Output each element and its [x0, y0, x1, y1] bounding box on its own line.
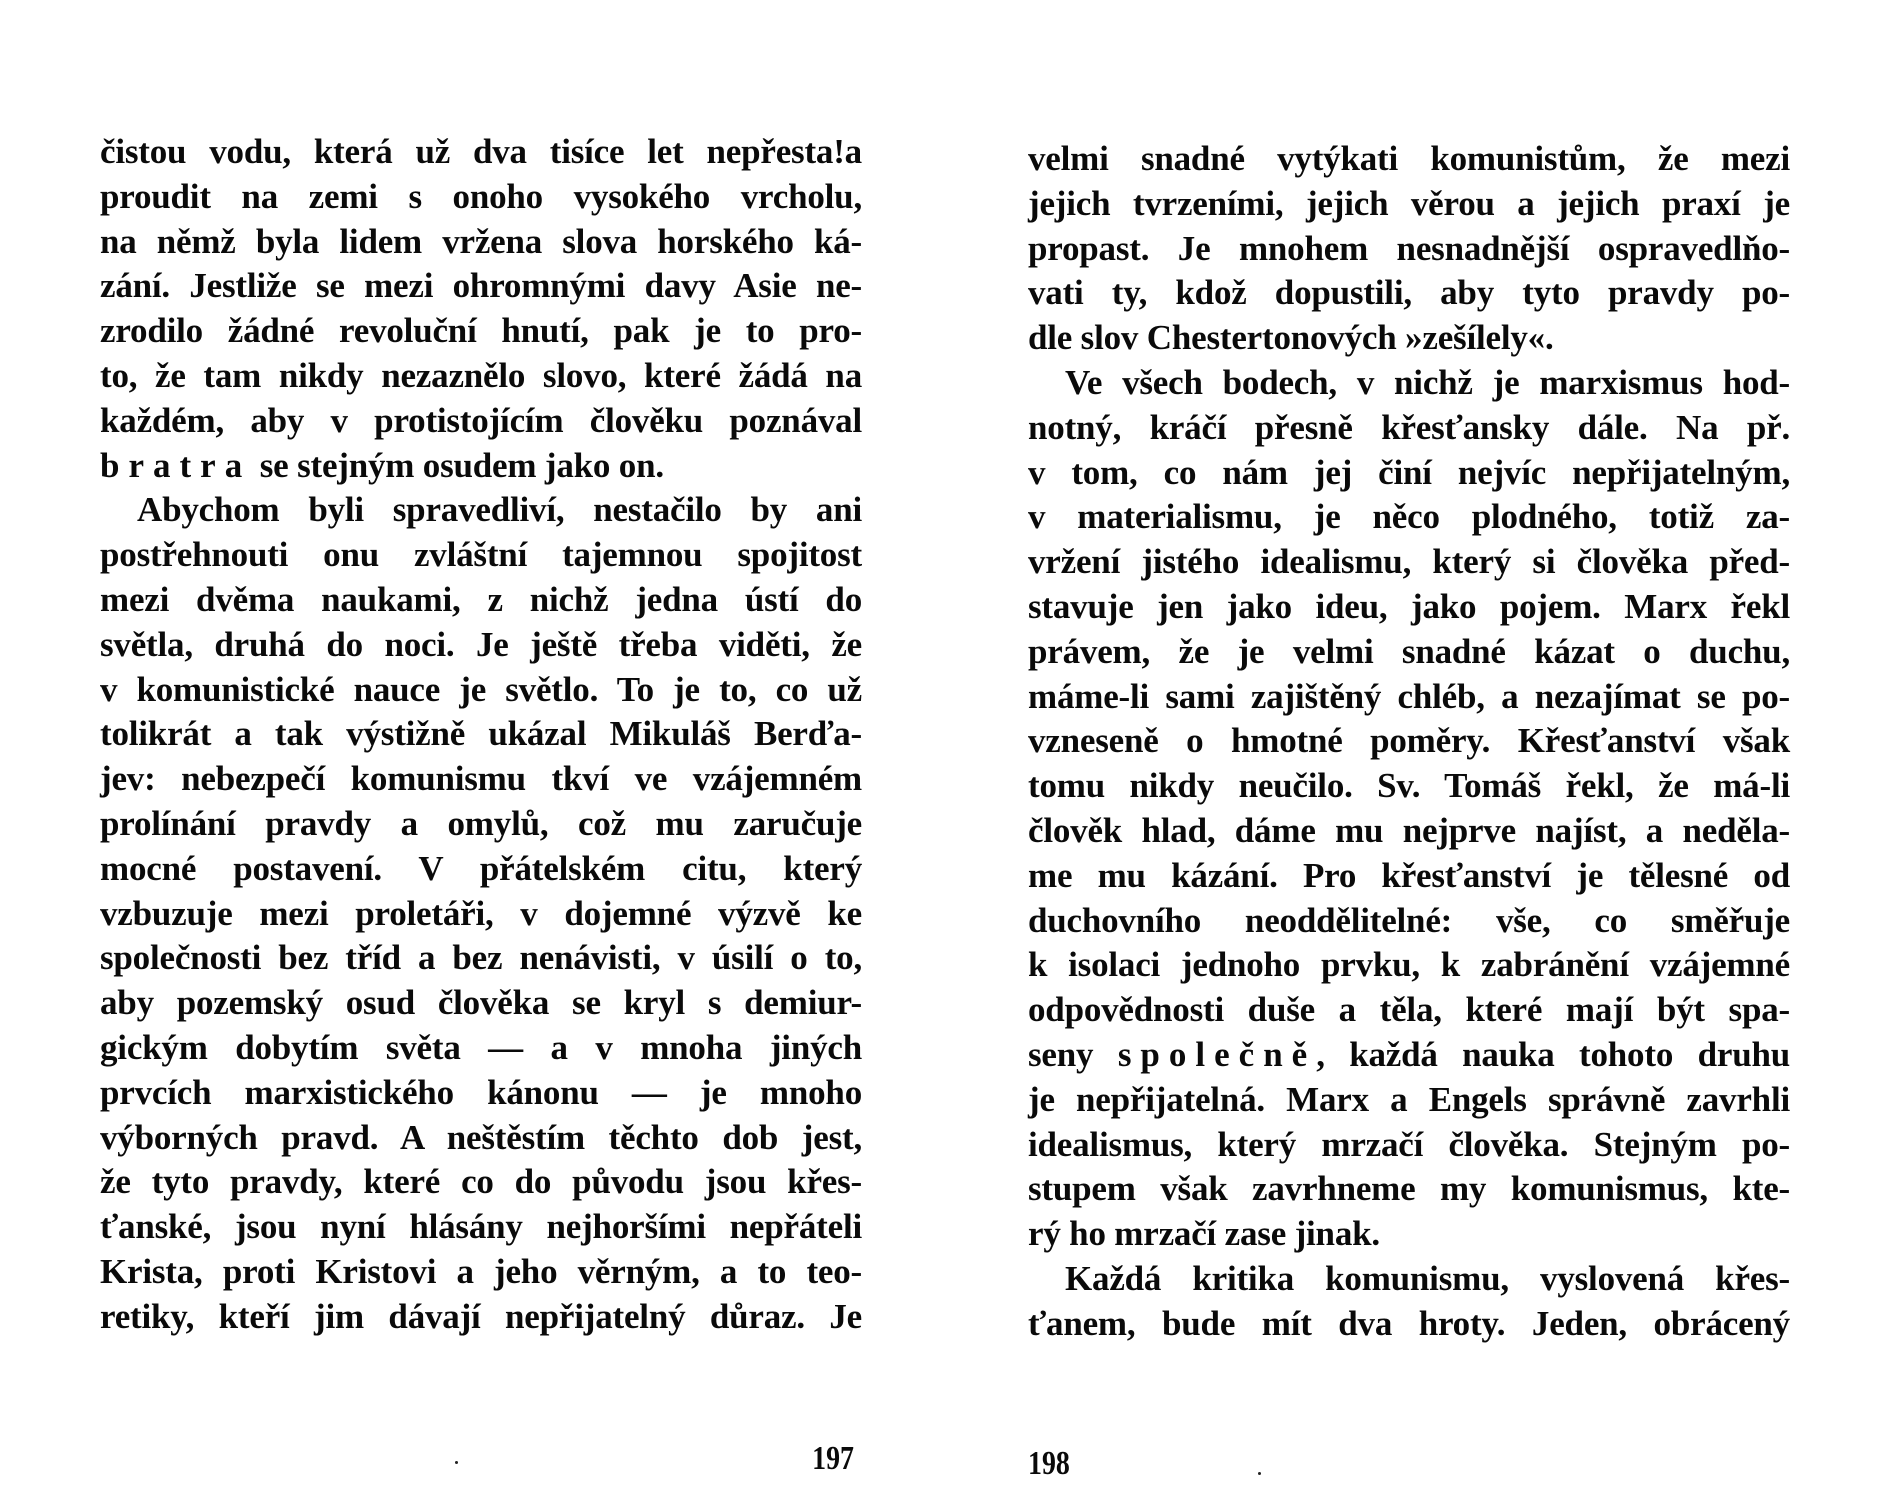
text-line: retiky, kteří jim dávají nepřijatelný důraz. Je [100, 1296, 862, 1336]
text-line: to, že tam nikdy nezaznělo slovo, které žádá na [100, 355, 862, 395]
text-line: Ve všech bodech, v nichž je marxismus hod- [1065, 362, 1790, 402]
left-page-text [100, 130, 862, 1340]
text-line: zání. Jestliže se mezi ohromnými davy Asie ne- [100, 266, 862, 306]
text-fragment: se stejným osudem jako on. [259, 445, 664, 485]
text-line: světla, druhá do noci. Je ještě třeba viděti, že [100, 624, 862, 664]
text-line: vzbuzuje mezi proletáři, v dojemné výzvě ke [100, 893, 862, 933]
text-line: na němž byla lidem vržena slova horského ká- [100, 221, 862, 261]
text-line: je nepřijatelná. Marx a Engels správně zavrhli [1028, 1079, 1790, 1119]
print-speck [455, 1461, 458, 1464]
text-line: mocné postavení. V přátelském citu, který [100, 848, 862, 888]
text-line: výborných pravd. A neštěstím těchto dob jest, [100, 1117, 862, 1157]
text-line: aby pozemský osud člověka se kryl s demiur- [100, 983, 862, 1023]
text-line: jejich tvrzeními, jejich věrou a jejich praxí je [1028, 183, 1790, 223]
text-line: společnosti bez tříd a bez nenávisti, v úsilí o to, [100, 938, 862, 978]
text-line: idealismus, který mrzačí člověka. Stejným po- [1028, 1124, 1790, 1164]
text-line: že tyto pravdy, které co do původu jsou křes- [100, 1162, 862, 1202]
emphasized-word: společně [1117, 1034, 1317, 1074]
text-line: právem, že je velmi snadné kázat o duchu, [1028, 631, 1790, 671]
text-line: mezi dvěma naukami, z nichž jedna ústí do [100, 579, 862, 619]
text-line [100, 444, 862, 489]
text-line: gickým dobytím světa — a v mnoha jiných [100, 1027, 862, 1067]
page-number: 198 [1028, 1445, 1070, 1482]
text-fragment: , každá nauka tohoto druhu [1316, 1034, 1790, 1074]
text-line: člověk hlad, dáme mu nejprve najíst, a neděla- [1028, 810, 1790, 850]
text-line: odpovědnosti duše a těla, které mají být spa- [1028, 990, 1790, 1030]
right-page [949, 0, 1898, 1500]
text-line: tomu nikdy neučilo. Sv. Tomáš řekl, že má-li [1028, 766, 1790, 806]
text-line: vzneseně o hmotné poměry. Křesťanství však [1028, 721, 1790, 761]
text-line: stupem však zavrhneme my komunismus, kte- [1028, 1169, 1790, 1209]
text-line: velmi snadné vytýkati komunistům, že mezi [1028, 139, 1790, 178]
text-line: v komunistické nauce je světlo. To je to, co už [100, 669, 862, 709]
text-line: jev: nebezpečí komunismu tkví ve vzájemném [100, 759, 862, 799]
text-line: tolikrát a tak výstižně ukázal Mikuláš Berďa- [100, 714, 862, 754]
text-line: stavuje jen jako ideu, jako pojem. Marx řekl [1028, 586, 1790, 626]
text-line: prolínání pravdy a omylů, což mu zaručuje [100, 803, 862, 843]
page-number: 197 [812, 1440, 854, 1477]
text-line: prvcích marxistického kánonu — je mnoho [100, 1072, 862, 1112]
text-line: zrodilo žádné revoluční hnutí, pak je to pro- [100, 311, 862, 351]
text-line: Každá kritika komunismu, vyslovená křes- [1065, 1258, 1790, 1298]
text-line: v tom, co nám jej činí nejvíc nepřijatelným, [1028, 452, 1790, 492]
text-line: ťanské, jsou nyní hlásány nejhoršími nepřáteli [100, 1207, 862, 1247]
text-line: propast. Je mnohem nesnadnější ospravedlňo- [1028, 228, 1790, 268]
text-line: rý ho mrzačí zase jinak. [1028, 1214, 1380, 1254]
text-line [1028, 1033, 1790, 1078]
text-line: me mu kázání. Pro křesťanství je tělesné od [1028, 855, 1790, 895]
text-line: k isolaci jednoho prvku, k zabránění vzájemné [1028, 945, 1790, 985]
right-page-text [1028, 137, 1790, 1347]
text-line: vati ty, kdož dopustili, aby tyto pravdy po- [1028, 273, 1790, 313]
text-line: Krista, proti Kristovi a jeho věrným, a to teo- [100, 1251, 862, 1291]
emphasized-word: bratra [100, 445, 252, 485]
text-line: notný, kráčí přesně křesťansky dále. Na př. [1028, 407, 1790, 447]
text-line: ťanem, bude mít dva hroty. Jeden, obrácený [1028, 1303, 1790, 1343]
text-line: postřehnouti onu zvláštní tajemnou spojitost [100, 535, 862, 575]
text-line: čistou vodu, která už dva tisíce let nepřesta!a [100, 132, 862, 171]
text-line: proudit na zemi s onoho vysokého vrcholu, [100, 176, 862, 216]
text-line: máme-li sami zajištěný chléb, a nezajímat se po- [1028, 676, 1790, 716]
print-speck [1258, 1472, 1261, 1475]
text-fragment: seny [1028, 1034, 1094, 1074]
text-line: duchovního neoddělitelné: vše, co směřuje [1028, 900, 1790, 940]
text-line: vržení jistého idealismu, který si člověka před- [1028, 542, 1790, 582]
text-line: v materialismu, je něco plodného, totiž za- [1028, 497, 1790, 537]
text-line: Abychom byli spravedliví, nestačilo by ani [137, 490, 862, 530]
text-line: každém, aby v protistojícím člověku poznával [100, 400, 862, 440]
text-line: dle slov Chestertonových »zešílely«. [1028, 318, 1554, 358]
